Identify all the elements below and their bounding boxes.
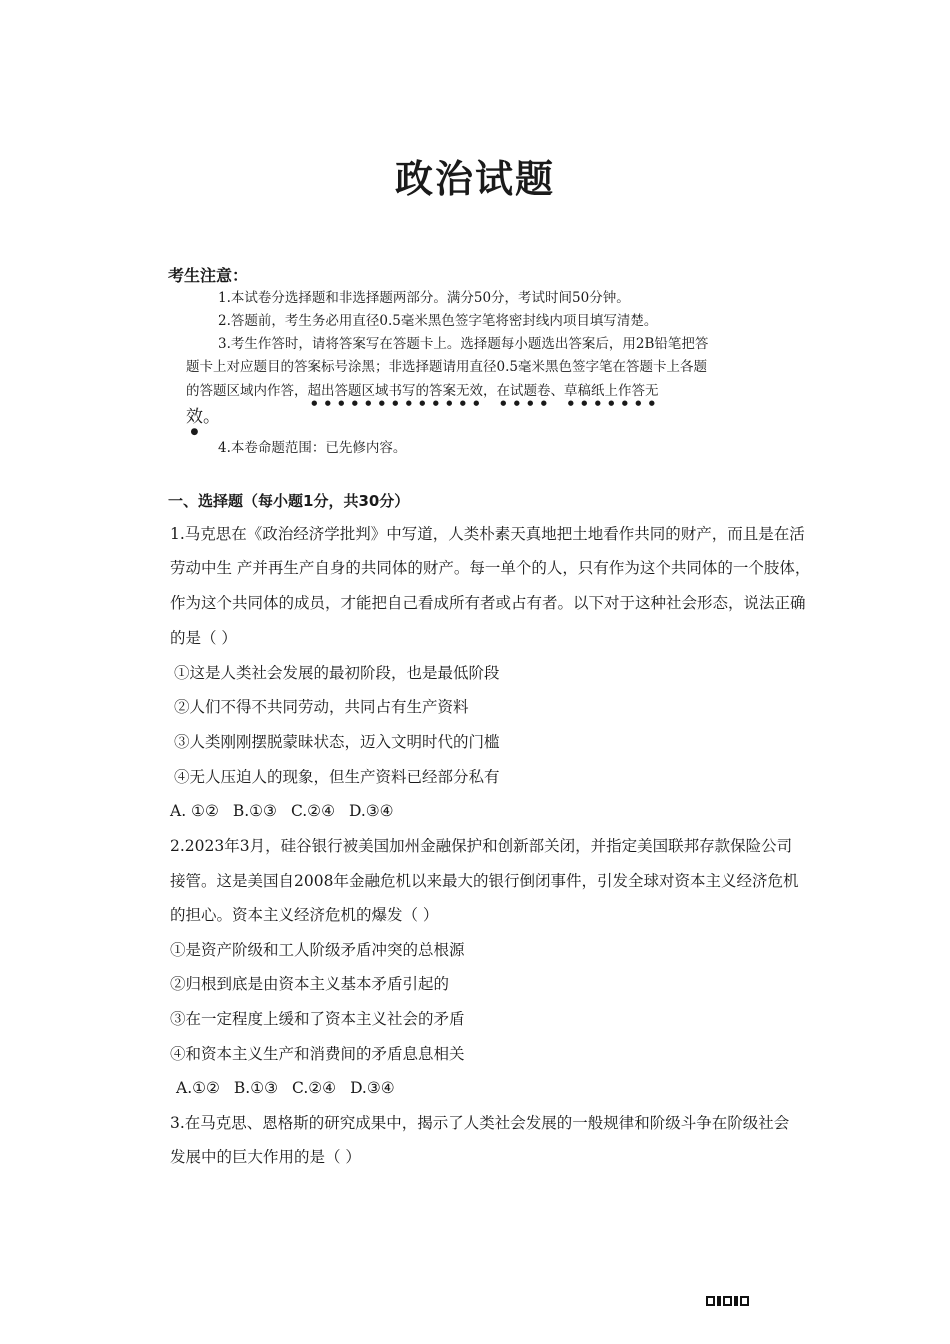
notice-line-3d-emphasis: 效。 (186, 407, 220, 427)
q2-stem-line: 接管。这是美国自2008年金融危机以来最大的银行倒闭事件，引发全球对资本主义经济危机 (170, 872, 799, 890)
q1-stem-line: 的是（ ） (170, 629, 237, 647)
notice-line-3c-emphasis: 超出答题区域书写的答案无效，在试题卷、草稿纸上作答无 (307, 383, 659, 399)
q1-stem-line: 1.马克思在《政治经济学批判》中写道，人类朴素天真地把土地看作共同的财产，而且是在活 (170, 525, 805, 543)
q3-stem-line: 3.在马克思、恩格斯的研究成果中，揭示了人类社会发展的一般规律和阶级斗争在阶级社会 (170, 1114, 790, 1132)
notice-line-4: 4.本卷命题范围：已先修内容。 (218, 440, 407, 456)
qr-square (706, 1296, 715, 1306)
q2-option: ④和资本主义生产和消费间的矛盾息息相关 (170, 1045, 465, 1063)
q2-choice-a: A.①② (176, 1079, 220, 1097)
q2-option: ①是资产阶级和工人阶级矛盾冲突的总根源 (170, 941, 465, 959)
notice-line-3c (186, 380, 659, 407)
q2-option: ②归根到底是由资本主义基本矛盾引起的 (170, 975, 450, 993)
q2-choice-b: B.①③ (233, 1079, 279, 1097)
qr-bar (717, 1296, 721, 1306)
q1-choice-a: A. ①② (170, 802, 219, 820)
notice-line-3b: 题卡上对应题目的答案标号涂黑；非选择题请用直径0.5毫米黑色签字笔在答题卡上各题 (186, 359, 707, 375)
notice-line-3d (186, 406, 220, 437)
q2-option: ③在一定程度上缓和了资本主义社会的矛盾 (170, 1010, 465, 1028)
footer-qr-mark (706, 1296, 750, 1306)
q1-stem-line: 劳动中生 产并再生产自身的共同体的财产。每一单个的人，只有作为这个共同体的一个肢体， (170, 559, 811, 577)
notice-line-3c-plain: 的答题区域内作答， (186, 383, 308, 399)
q1-choice-b: B.①③ (232, 802, 277, 820)
notice-line-3a: 3.考生作答时，请将答案写在答题卡上。选择题每小题选出答案后，用2B铅笔把答 (218, 336, 709, 352)
q1-option: ④无人压迫人的现象，但生产资料已经部分私有 (174, 768, 500, 786)
q1-option: ①这是人类社会发展的最初阶段，也是最低阶段 (174, 664, 500, 682)
q2-stem-line: 2.2023年3月，硅谷银行被美国加州金融保护和创新部关闭，并指定美国联邦存款保险公司 (170, 837, 793, 855)
q2-choice-d: D.③④ (350, 1079, 395, 1097)
q1-stem-line: 作为这个共同体的成员，才能把自己看成所有者或占有者。以下对于这种社会形态，说法正确 (170, 594, 806, 612)
q2-answer-choices (176, 1076, 409, 1100)
qr-square (740, 1296, 749, 1306)
q1-choice-c: C.②④ (290, 802, 335, 820)
q1-option: ③人类刚刚摆脱蒙昧状态，迈入文明时代的门槛 (174, 733, 500, 751)
q2-stem-line: 的担心。资本主义经济危机的爆发（ ） (170, 906, 439, 924)
q1-answer-choices (170, 799, 408, 823)
notice-line-2: 2.答题前，考生务必用直径0.5毫米黑色签字笔将密封线内项目填写清楚。 (218, 313, 658, 329)
q3-stem-line: 发展中的巨大作用的是（ ） (170, 1148, 361, 1166)
qr-bar (734, 1296, 738, 1306)
section-heading: 一、选择题（每小题1分，共30分） (168, 492, 410, 510)
q2-choice-c: C.②④ (292, 1079, 337, 1097)
page-title: 政治试题 (394, 157, 555, 201)
q1-option: ②人们不得不共同劳动，共同占有生产资料 (174, 698, 469, 716)
qr-square (723, 1296, 732, 1306)
notice-line-1: 1.本试卷分选择题和非选择题两部分。满分50分，考试时间50分钟。 (218, 290, 630, 306)
q1-choice-d: D.③④ (348, 802, 394, 820)
notice-heading: 考生注意： (168, 266, 249, 285)
